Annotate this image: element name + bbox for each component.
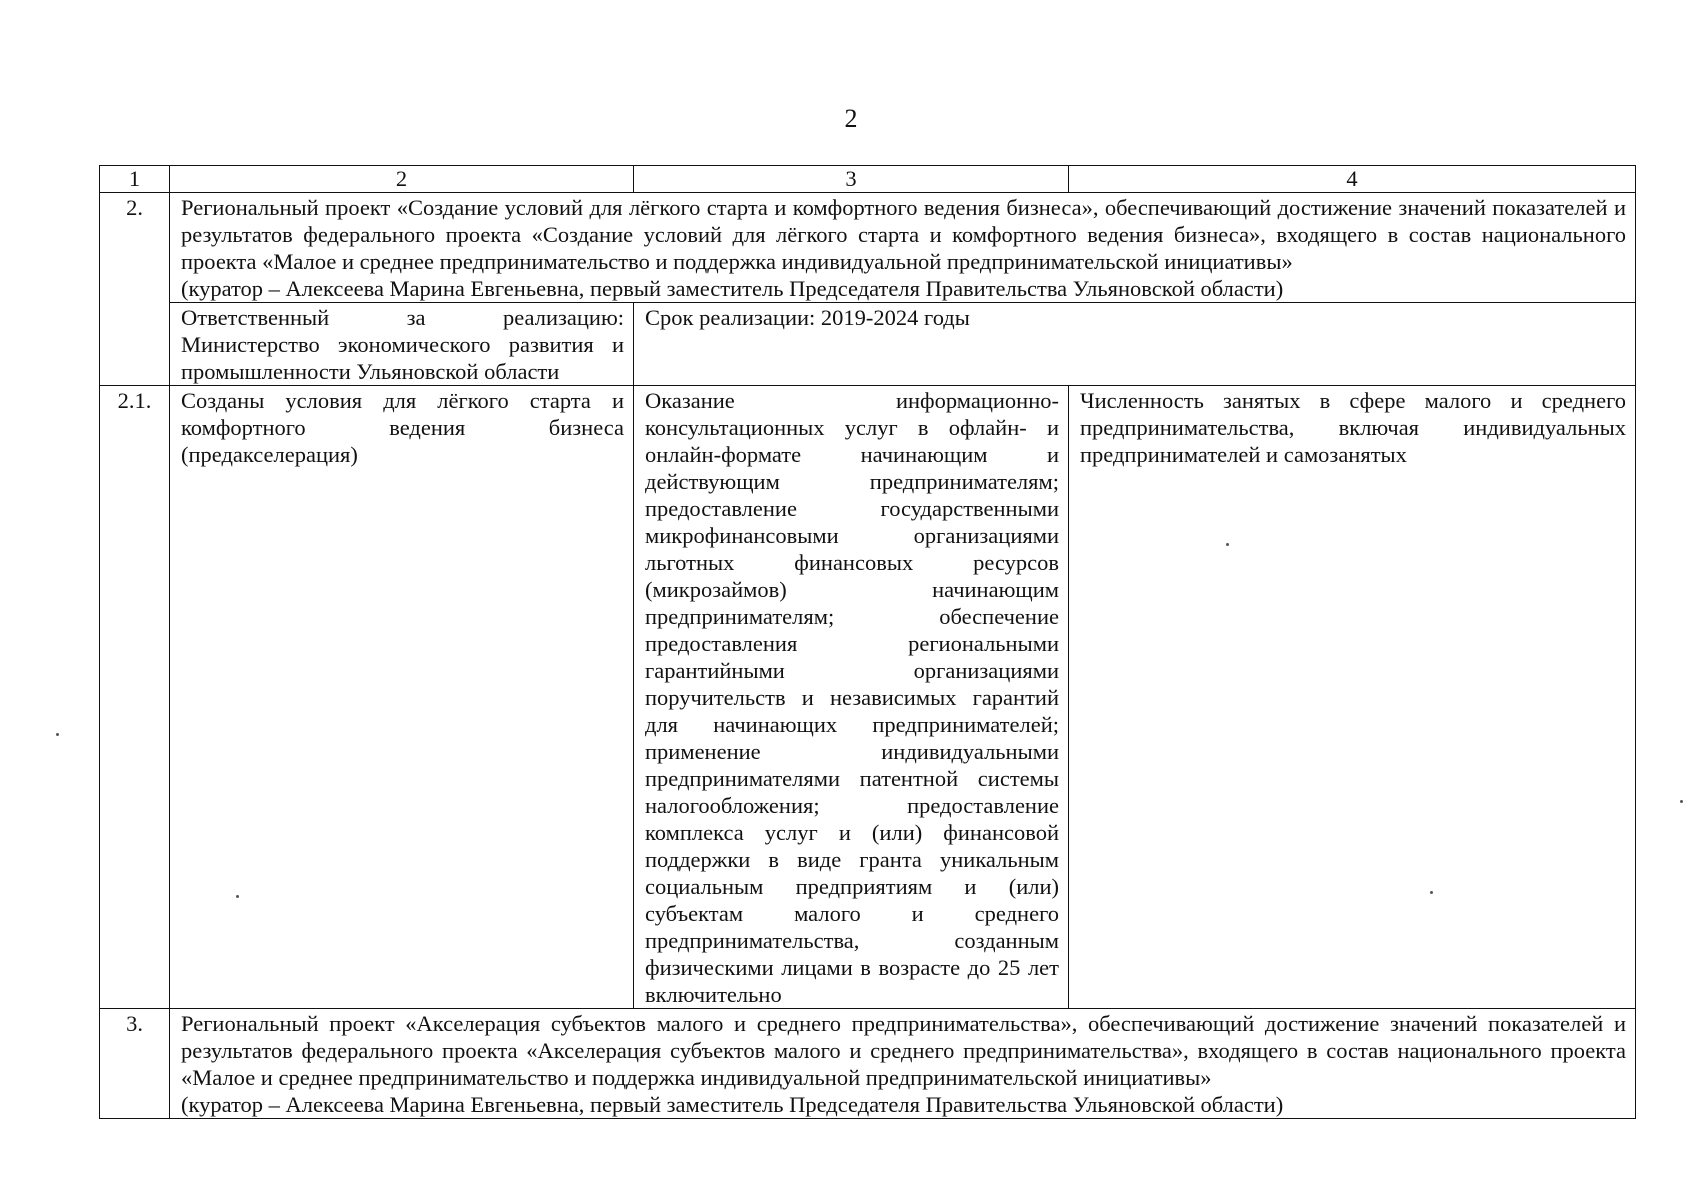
- column-number-2: 2: [170, 166, 634, 193]
- scan-speck: [56, 733, 59, 736]
- scan-speck: [1680, 800, 1683, 803]
- section-2-number: 2.: [100, 193, 170, 386]
- column-number-1: 1: [100, 166, 170, 193]
- page-number: 2: [844, 104, 858, 133]
- row-2-1: [100, 386, 1636, 1009]
- section-2-title: Региональный проект «Создание условий для лёгкого старта и комфортного ведения бизнеса», обеспечивающий достижение значений показателей и результатов федерального проекта «Создание условий для лёгкого старта и комфортного ведения бизнеса», входящего в состав национального проекта «Малое и среднее предпринимательство и поддержка индивидуальной предпринимательской инициативы»: [181, 195, 1626, 274]
- scan-speck: [1430, 891, 1433, 894]
- program-table: [99, 165, 1636, 1119]
- section-3-title: Региональный проект «Акселерация субъектов малого и среднего предпринимательства», обеспечивающий достижение значений показателей и результатов федерального проекта «Акселерация субъектов малого и среднего предпринимательства», входящего в состав национального проекта «Малое и среднее предпринимательство и поддержка индивидуальной предпринимательской инициативы»: [181, 1011, 1626, 1090]
- row-2-1-result: Созданы условия для лёгкого старта и комфортного ведения бизнеса (предакселерация): [170, 386, 634, 1009]
- section-3-curator: (куратор – Алексеева Марина Евгеньевна, первый заместитель Председателя Правительства Ульяновской области): [181, 1092, 1284, 1117]
- scan-speck: [236, 895, 239, 898]
- section-2-heading: [170, 193, 1636, 303]
- column-number-4: 4: [1069, 166, 1636, 193]
- section-3-heading: [170, 1009, 1636, 1119]
- section-3-number: 3.: [100, 1009, 170, 1119]
- table-header-row: [100, 166, 1636, 193]
- section-2-meta-row: [100, 303, 1636, 386]
- responsible-cell: Ответственный за реализацию: Министерство экономического развития и промышленности Ульяновской области: [170, 303, 634, 386]
- row-2-1-indicator: Численность занятых в сфере малого и среднего предпринимательства, включая индивидуальных предпринимателей и самозанятых: [1069, 386, 1636, 1009]
- section-2-curator: (куратор – Алексеева Марина Евгеньевна, первый заместитель Председателя Правительства Ульяновской области): [181, 276, 1284, 301]
- term-cell: Срок реализации: 2019-2024 годы: [634, 303, 1636, 386]
- row-2-1-measures: Оказание информационно-консультационных услуг в офлайн- и онлайн-формате начинающим и действующим предпринимателям; предоставление государственными микрофинансовыми организациями льготных финансовых ресурсов (микрозаймов) начинающим предпринимателям; обеспечение предоставления региональными гарантийными организациями поручительств и независимых гарантий для начинающих предпринимателей; применение индивидуальными предпринимателями патентной системы налогообложения; предоставление комплекса услуг и (или) финансовой поддержки в виде гранта уникальным социальным предприятиям и (или) субъектам малого и среднего предпринимательства, созданным физическими лицами в возрасте до 25 лет включительно: [634, 386, 1069, 1009]
- scan-speck: [1226, 543, 1229, 546]
- row-2-1-number: 2.1.: [100, 386, 170, 1009]
- section-3-row: [100, 1009, 1636, 1119]
- section-2-row: [100, 193, 1636, 303]
- column-number-3: 3: [634, 166, 1069, 193]
